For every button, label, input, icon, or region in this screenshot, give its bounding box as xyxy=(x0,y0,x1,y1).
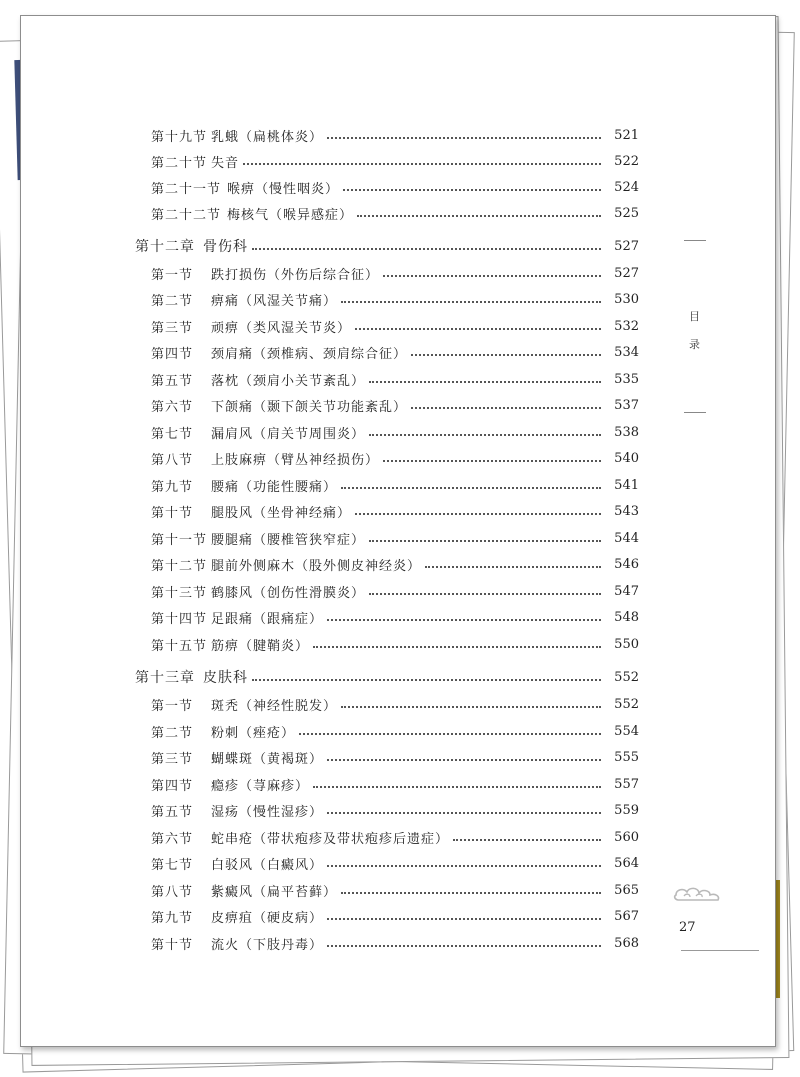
section-title: 筋痹（腱鞘炎） xyxy=(211,638,310,654)
dot-leader xyxy=(327,864,601,867)
section-title: 粉刺（痤疮） xyxy=(211,725,296,741)
section-title: 斑秃（神经性脱发） xyxy=(211,698,338,714)
dot-leader xyxy=(343,188,601,191)
toc-entry[interactable] xyxy=(151,446,639,470)
section-title: 腿前外侧麻木（股外侧皮神经炎） xyxy=(211,558,422,574)
page-number: 541 xyxy=(614,477,639,493)
dot-leader xyxy=(313,785,601,788)
dot-leader xyxy=(425,565,601,568)
section-title: 喉痹（慢性咽炎） xyxy=(227,181,340,197)
page-number: 552 xyxy=(614,696,639,712)
dot-leader xyxy=(327,136,601,139)
section-number: 第七节 xyxy=(151,857,194,873)
dot-leader xyxy=(252,678,601,681)
section-number: 第二十二节 xyxy=(151,207,222,223)
toc-entry[interactable] xyxy=(151,552,639,576)
page-number: 565 xyxy=(614,882,639,898)
section-number: 第十节 xyxy=(151,937,194,953)
toc-entry[interactable] xyxy=(151,719,639,743)
section-title: 腿股风（坐骨神经痛） xyxy=(211,505,352,521)
toc-entry[interactable] xyxy=(151,367,639,391)
dot-leader xyxy=(327,811,601,814)
toc-entry[interactable] xyxy=(151,420,639,444)
page-number: 557 xyxy=(614,776,639,792)
section-title: 下颌痛（颞下颌关节功能紊乱） xyxy=(211,399,408,415)
dot-leader xyxy=(327,758,601,761)
dot-leader xyxy=(355,512,601,515)
dot-leader xyxy=(369,433,601,436)
dot-leader xyxy=(327,618,601,621)
toc-entry[interactable] xyxy=(151,123,639,147)
page-number: 552 xyxy=(614,669,639,685)
toc-entry[interactable] xyxy=(151,499,639,523)
toc-entry[interactable] xyxy=(151,632,639,656)
toc-entry[interactable] xyxy=(151,605,639,629)
dot-leader xyxy=(299,732,601,735)
dot-leader xyxy=(355,327,601,330)
page-number: 540 xyxy=(614,450,639,466)
dot-leader xyxy=(411,353,601,356)
toc-entry[interactable] xyxy=(151,473,639,497)
toc-entry[interactable] xyxy=(151,798,639,822)
section-number: 第一节 xyxy=(151,698,194,714)
page-number: 560 xyxy=(614,829,639,845)
page-folio: 27 xyxy=(679,920,696,935)
section-number: 第十一节 xyxy=(151,532,208,548)
section-number: 第一节 xyxy=(151,267,194,283)
dot-leader xyxy=(341,705,601,708)
section-number: 第十三节 xyxy=(151,585,208,601)
section-title: 乳蛾（扁桃体炎） xyxy=(211,129,324,145)
toc-entry[interactable] xyxy=(151,579,639,603)
section-number: 第九节 xyxy=(151,910,194,926)
toc-entry[interactable] xyxy=(151,340,639,364)
page-number: 554 xyxy=(614,723,639,739)
page-number: 527 xyxy=(614,238,639,254)
toc-entry[interactable] xyxy=(151,393,639,417)
folio-rule xyxy=(681,950,759,951)
section-number: 第二节 xyxy=(151,293,194,309)
toc-entry[interactable] xyxy=(151,931,639,955)
section-number: 第五节 xyxy=(151,804,194,820)
section-number: 第十九节 xyxy=(151,129,208,145)
section-number: 第三节 xyxy=(151,320,194,336)
section-title: 蛇串疮（带状疱疹及带状疱疹后遗症） xyxy=(211,831,450,847)
page-number: 568 xyxy=(614,935,639,951)
section-title: 腰腿痛（腰椎管狭窄症） xyxy=(211,532,366,548)
section-title: 足跟痛（跟痛症） xyxy=(211,611,324,627)
chapter-title: 皮肤科 xyxy=(203,670,248,686)
cloud-scroll-icon xyxy=(672,884,724,906)
toc-entry[interactable] xyxy=(151,772,639,796)
section-title: 流火（下肢丹毒） xyxy=(211,937,324,953)
page-number: 555 xyxy=(614,749,639,765)
dot-leader xyxy=(411,406,601,409)
page-number: 525 xyxy=(614,205,639,221)
dot-leader xyxy=(383,459,601,462)
page-number: 543 xyxy=(614,503,639,519)
dot-leader xyxy=(252,247,601,250)
section-title: 落枕（颈肩小关节紊乱） xyxy=(211,373,366,389)
section-title: 顽痹（类风湿关节炎） xyxy=(211,320,352,336)
running-header-char: 目 xyxy=(689,310,700,323)
dot-leader xyxy=(243,162,601,165)
running-header-char: 录 xyxy=(689,338,700,351)
section-title: 漏肩风（肩关节周围炎） xyxy=(211,426,366,442)
section-number: 第十五节 xyxy=(151,638,208,654)
page-number: 537 xyxy=(614,397,639,413)
toc-entry[interactable] xyxy=(151,692,639,716)
toc-entry[interactable] xyxy=(151,261,639,285)
section-number: 第七节 xyxy=(151,426,194,442)
section-title: 蝴蝶斑（黄褐斑） xyxy=(211,751,324,767)
table-of-contents xyxy=(21,16,775,1046)
section-number: 第十节 xyxy=(151,505,194,521)
page-number: 530 xyxy=(614,291,639,307)
dot-leader xyxy=(357,214,601,217)
dot-leader xyxy=(369,539,601,542)
section-number: 第十四节 xyxy=(151,611,208,627)
toc-entry[interactable] xyxy=(151,904,639,928)
section-number: 第二节 xyxy=(151,725,194,741)
section-title: 失音 xyxy=(211,155,240,171)
section-number: 第二十一节 xyxy=(151,181,222,197)
chapter-number: 第十三章 xyxy=(135,670,195,686)
toc-entry[interactable] xyxy=(151,287,639,311)
page-number: 546 xyxy=(614,556,639,572)
section-number: 第六节 xyxy=(151,399,194,415)
dot-leader xyxy=(341,891,601,894)
page-number: 547 xyxy=(614,583,639,599)
section-number: 第八节 xyxy=(151,452,194,468)
dot-leader xyxy=(453,838,601,841)
toc-entry[interactable] xyxy=(151,149,639,173)
page-number: 522 xyxy=(614,153,639,169)
dot-leader xyxy=(369,380,601,383)
page-number: 567 xyxy=(614,908,639,924)
toc-entry[interactable] xyxy=(151,825,639,849)
toc-entry[interactable] xyxy=(151,175,639,199)
dot-leader xyxy=(327,944,601,947)
page-number: 564 xyxy=(614,855,639,871)
section-title: 腰痛（功能性腰痛） xyxy=(211,479,338,495)
chapter-number: 第十二章 xyxy=(135,239,195,255)
section-title: 梅核气（喉异感症） xyxy=(227,207,354,223)
page-number: 550 xyxy=(614,636,639,652)
toc-entry[interactable] xyxy=(151,878,639,902)
page-number: 534 xyxy=(614,344,639,360)
dot-leader xyxy=(341,486,601,489)
toc-entry[interactable] xyxy=(151,745,639,769)
page-number: 544 xyxy=(614,530,639,546)
toc-page xyxy=(20,15,776,1047)
section-title: 痹痛（风湿关节痛） xyxy=(211,293,338,309)
chapter-entry[interactable] xyxy=(135,234,639,258)
toc-entry[interactable] xyxy=(151,851,639,875)
section-number: 第二十节 xyxy=(151,155,208,171)
page-number: 538 xyxy=(614,424,639,440)
section-title: 紫癜风（扁平苔藓） xyxy=(211,884,338,900)
dot-leader xyxy=(313,645,601,648)
section-title: 跌打损伤（外伤后综合征） xyxy=(211,267,380,283)
toc-entry[interactable] xyxy=(151,314,639,338)
section-number: 第八节 xyxy=(151,884,194,900)
page-number: 535 xyxy=(614,371,639,387)
margin-rule xyxy=(684,412,706,413)
section-number: 第九节 xyxy=(151,479,194,495)
section-number: 第四节 xyxy=(151,346,194,362)
page-number: 527 xyxy=(614,265,639,281)
page-number: 548 xyxy=(614,609,639,625)
section-title: 白驳风（白癜风） xyxy=(211,857,324,873)
section-title: 皮痹疽（硬皮病） xyxy=(211,910,324,926)
section-title: 湿疡（慢性湿疹） xyxy=(211,804,324,820)
chapter-entry[interactable] xyxy=(135,665,639,689)
section-title: 瘾疹（荨麻疹） xyxy=(211,778,310,794)
section-title: 颈肩痛（颈椎病、颈肩综合征） xyxy=(211,346,408,362)
page-number: 524 xyxy=(614,179,639,195)
toc-entry[interactable] xyxy=(151,201,639,225)
page-number: 521 xyxy=(614,127,639,143)
section-number: 第五节 xyxy=(151,373,194,389)
toc-entry[interactable] xyxy=(151,526,639,550)
dot-leader xyxy=(369,592,601,595)
section-title: 鹤膝风（创伤性滑膜炎） xyxy=(211,585,366,601)
section-number: 第四节 xyxy=(151,778,194,794)
dot-leader xyxy=(341,300,601,303)
section-number: 第三节 xyxy=(151,751,194,767)
section-number: 第十二节 xyxy=(151,558,208,574)
page-number: 559 xyxy=(614,802,639,818)
margin-rule xyxy=(684,240,706,241)
chapter-title: 骨伤科 xyxy=(203,239,248,255)
dot-leader xyxy=(327,917,601,920)
section-title: 上肢麻痹（臂丛神经损伤） xyxy=(211,452,380,468)
section-number: 第六节 xyxy=(151,831,194,847)
page-number: 532 xyxy=(614,318,639,334)
dot-leader xyxy=(383,274,601,277)
